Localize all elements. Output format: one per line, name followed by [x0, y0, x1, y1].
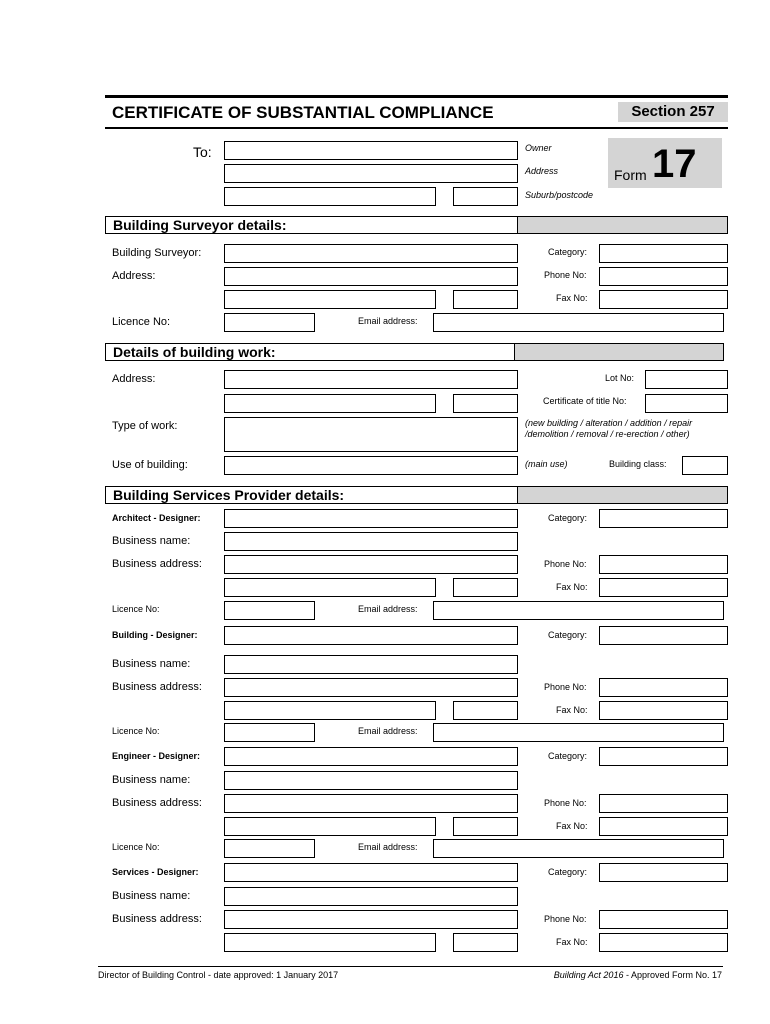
architect-business-name-input[interactable] — [224, 532, 518, 551]
owner-address-input[interactable] — [224, 164, 518, 183]
title-input[interactable] — [645, 394, 728, 413]
architect-business-address-label: Business address: — [112, 558, 202, 570]
footer-rule — [98, 966, 723, 967]
owner-input[interactable] — [224, 141, 518, 160]
building-phone-label: Phone No: — [544, 682, 587, 692]
surveyor-phone-input[interactable] — [599, 267, 728, 286]
engineer-licence-label: Licence No: — [112, 842, 160, 852]
surveyor-licence-label: Licence No: — [112, 316, 171, 328]
architect-postcode-input[interactable] — [453, 578, 518, 597]
main-use-hint: (main use) — [525, 459, 568, 469]
surveyor-address-input[interactable] — [224, 267, 518, 286]
building-class-input[interactable] — [682, 456, 728, 475]
architect-category-label: Category: — [548, 513, 588, 523]
building-designer-label: Building - Designer: — [112, 630, 198, 640]
building-business-address-input[interactable] — [224, 678, 518, 697]
building-business-address-label: Business address: — [112, 681, 202, 693]
architect-licence-input[interactable] — [224, 601, 315, 620]
services-business-name-input[interactable] — [224, 887, 518, 906]
building-email-label: Email address: — [358, 726, 418, 736]
services-fax-label: Fax No: — [556, 937, 588, 947]
building-phone-input[interactable] — [599, 678, 728, 697]
building-category-input[interactable] — [599, 626, 728, 645]
lot-label: Lot No: — [605, 373, 635, 383]
surveyor-phone-label: Phone No: — [544, 270, 587, 280]
architect-category-input[interactable] — [599, 509, 728, 528]
services-postcode-input[interactable] — [453, 933, 518, 952]
architect-business-name-label: Business name: — [112, 535, 191, 547]
work-heading: Details of building work: — [113, 344, 276, 360]
header-rule — [105, 127, 728, 129]
architect-suburb-input[interactable] — [224, 578, 436, 597]
building-designer-input[interactable] — [224, 626, 518, 645]
architect-phone-label: Phone No: — [544, 559, 587, 569]
surveyor-fax-label: Fax No: — [556, 293, 588, 303]
building-suburb-input[interactable] — [224, 701, 436, 720]
building-business-name-label: Business name: — [112, 658, 191, 670]
building-class-label: Building class: — [609, 459, 667, 469]
work-suburb-input[interactable] — [224, 394, 436, 413]
owner-suburb-input[interactable] — [224, 187, 436, 206]
services-designer-label: Services - Designer: — [112, 867, 199, 877]
services-fax-input[interactable] — [599, 933, 728, 952]
services-category-input[interactable] — [599, 863, 728, 882]
surveyor-address-label: Address: — [112, 270, 156, 282]
type-of-work-hint: (new building / alteration / addition / repair /demolition / removal / re-erection / other) — [525, 418, 693, 439]
engineer-email-input[interactable] — [433, 839, 724, 858]
providers-heading: Building Services Provider details: — [113, 487, 345, 503]
owner-postcode-input[interactable] — [453, 187, 518, 206]
surveyor-email-label: Email address: — [358, 316, 418, 326]
work-heading-bar — [105, 343, 724, 361]
services-phone-label: Phone No: — [544, 914, 587, 924]
surveyor-name-label: Building Surveyor: — [112, 247, 202, 259]
architect-designer-input[interactable] — [224, 509, 518, 528]
owner-hint: Owner — [525, 143, 552, 153]
building-fax-input[interactable] — [599, 701, 728, 720]
work-address-label: Address: — [112, 373, 156, 385]
surveyor-heading-bar — [105, 216, 728, 234]
work-postcode-input[interactable] — [453, 394, 518, 413]
engineer-business-address-input[interactable] — [224, 794, 518, 813]
lot-input[interactable] — [645, 370, 728, 389]
services-business-address-input[interactable] — [224, 910, 518, 929]
to-label: To: — [193, 144, 212, 160]
architect-email-input[interactable] — [433, 601, 724, 620]
services-business-address-label: Business address: — [112, 913, 202, 925]
engineer-phone-label: Phone No: — [544, 798, 587, 808]
footer-act: Building Act 2016 — [553, 970, 624, 980]
surveyor-suburb-input[interactable] — [224, 290, 436, 309]
architect-fax-label: Fax No: — [556, 582, 588, 592]
engineer-business-address-label: Business address: — [112, 797, 202, 809]
surveyor-category-label: Category: — [548, 247, 588, 257]
footer-left: Director of Building Control - date approved: 1 January 2017 — [98, 970, 339, 980]
engineer-licence-input[interactable] — [224, 839, 315, 858]
architect-designer-label: Architect - Designer: — [112, 513, 201, 523]
use-of-building-label: Use of building: — [112, 459, 188, 471]
services-category-label: Category: — [548, 867, 588, 877]
engineer-fax-label: Fax No: — [556, 821, 588, 831]
services-suburb-input[interactable] — [224, 933, 436, 952]
section-badge: Section 257 — [618, 102, 728, 122]
surveyor-heading: Building Surveyor details: — [113, 217, 287, 233]
footer-right — [554, 970, 722, 981]
address-hint: Address — [525, 166, 559, 176]
engineer-designer-input[interactable] — [224, 747, 518, 766]
engineer-designer-label: Engineer - Designer: — [112, 751, 201, 761]
services-phone-input[interactable] — [599, 910, 728, 929]
building-licence-label: Licence No: — [112, 726, 160, 736]
architect-licence-label: Licence No: — [112, 604, 160, 614]
work-address-input[interactable] — [224, 370, 518, 389]
engineer-category-label: Category: — [548, 751, 588, 761]
engineer-email-label: Email address: — [358, 842, 418, 852]
building-postcode-input[interactable] — [453, 701, 518, 720]
footer-form-no: - Approved Form No. 17 — [623, 970, 722, 980]
form-badge — [608, 138, 722, 188]
surveyor-name-input[interactable] — [224, 244, 518, 263]
engineer-fax-input[interactable] — [599, 817, 728, 836]
page-title: CERTIFICATE OF SUBSTANTIAL COMPLIANCE — [112, 103, 494, 122]
engineer-business-name-input[interactable] — [224, 771, 518, 790]
architect-business-address-input[interactable] — [224, 555, 518, 574]
building-category-label: Category: — [548, 630, 588, 640]
engineer-business-name-label: Business name: — [112, 774, 191, 786]
form-number: 17 — [652, 142, 697, 186]
architect-email-label: Email address: — [358, 604, 418, 614]
architect-fax-input[interactable] — [599, 578, 728, 597]
suburb-hint: Suburb/postcode — [525, 190, 594, 200]
title-label: Certificate of title No: — [543, 396, 627, 406]
engineer-phone-input[interactable] — [599, 794, 728, 813]
building-business-name-input[interactable] — [224, 655, 518, 674]
surveyor-postcode-input[interactable] — [453, 290, 518, 309]
type-of-work-label: Type of work: — [112, 420, 178, 432]
building-fax-label: Fax No: — [556, 705, 588, 715]
use-of-building-input[interactable] — [224, 456, 518, 475]
surveyor-fax-input[interactable] — [599, 290, 728, 309]
services-business-name-label: Business name: — [112, 890, 191, 902]
providers-heading-bar — [105, 486, 728, 504]
surveyor-category-input[interactable] — [599, 244, 728, 263]
building-email-input[interactable] — [433, 723, 724, 742]
services-designer-input[interactable] — [224, 863, 518, 882]
type-of-work-input[interactable] — [224, 417, 518, 452]
architect-phone-input[interactable] — [599, 555, 728, 574]
form-word: Form — [614, 167, 647, 183]
engineer-suburb-input[interactable] — [224, 817, 436, 836]
engineer-category-input[interactable] — [599, 747, 728, 766]
surveyor-licence-input[interactable] — [224, 313, 315, 332]
top-rule — [105, 95, 728, 98]
building-licence-input[interactable] — [224, 723, 315, 742]
surveyor-email-input[interactable] — [433, 313, 724, 332]
engineer-postcode-input[interactable] — [453, 817, 518, 836]
